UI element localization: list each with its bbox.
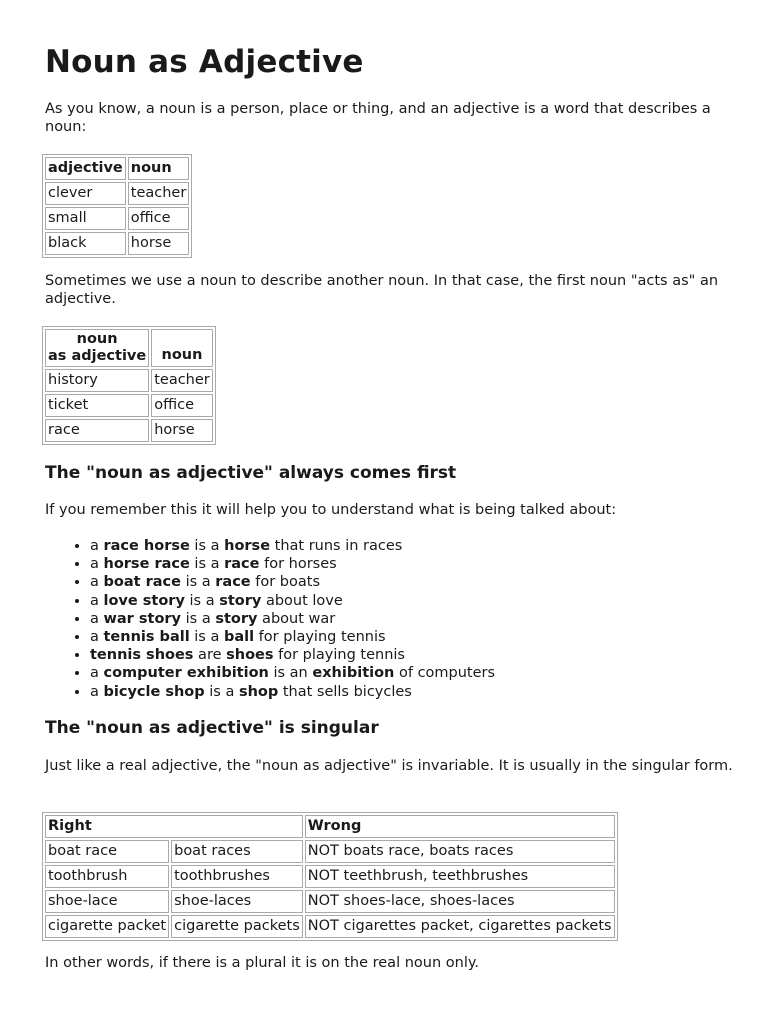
table-header-wrong: Wrong bbox=[305, 815, 615, 838]
table-cell: cigarette packet bbox=[45, 915, 169, 938]
paragraph-acts-as: Sometimes we use a noun to describe another noun. In that case, the first noun "acts as" an adjective. bbox=[45, 273, 719, 307]
table-row bbox=[45, 915, 615, 938]
table-header-row bbox=[45, 329, 213, 367]
section-paragraph: Just like a real adjective, the "noun as adjective" is invariable. It is usually in the singular form. bbox=[45, 758, 733, 774]
table-row bbox=[45, 182, 189, 205]
table-header-right: Right bbox=[45, 815, 303, 838]
list-item: • tennis shoes are shoes for playing tennis bbox=[90, 646, 495, 664]
table-cell: teacher bbox=[128, 182, 190, 205]
table-cell: shoe-laces bbox=[171, 890, 303, 913]
table-row bbox=[45, 394, 213, 417]
table-cell: NOT cigarettes packet, cigarettes packets bbox=[305, 915, 615, 938]
table-row bbox=[45, 369, 213, 392]
table-cell: history bbox=[45, 369, 149, 392]
table-cell: NOT boats race, boats races bbox=[305, 840, 615, 863]
table-cell: clever bbox=[45, 182, 126, 205]
table-cell: black bbox=[45, 232, 126, 255]
table-cell: toothbrush bbox=[45, 865, 169, 888]
section-paragraph: If you remember this it will help you to understand what is being talked about: bbox=[45, 502, 617, 518]
table-header: noun bbox=[151, 329, 213, 367]
table-row bbox=[45, 865, 615, 888]
table-row bbox=[45, 232, 189, 255]
table-row bbox=[45, 840, 615, 863]
table-cell: shoe-lace bbox=[45, 890, 169, 913]
table-cell: teacher bbox=[151, 369, 213, 392]
table-header: noun bbox=[128, 157, 190, 180]
table-row bbox=[45, 890, 615, 913]
table-header: adjective bbox=[45, 157, 126, 180]
closing-paragraph: In other words, if there is a plural it is on the real noun only. bbox=[45, 955, 479, 971]
table-row bbox=[45, 419, 213, 442]
right-wrong-table bbox=[42, 812, 618, 941]
list-item: • a war story is a story about war bbox=[90, 610, 495, 628]
page-title: Noun as Adjective bbox=[45, 44, 364, 80]
table-cell: NOT shoes-lace, shoes-laces bbox=[305, 890, 615, 913]
list-item: • a tennis ball is a ball for playing tennis bbox=[90, 628, 495, 646]
table-header bbox=[45, 329, 149, 367]
table-cell: office bbox=[151, 394, 213, 417]
section-heading-singular: The "noun as adjective" is singular bbox=[45, 718, 379, 738]
header-line: noun bbox=[76, 331, 118, 347]
list-item: • a bicycle shop is a shop that sells bicycles bbox=[90, 683, 495, 701]
list-item: • a boat race is a race for boats bbox=[90, 573, 495, 591]
table-cell: toothbrushes bbox=[171, 865, 303, 888]
table-cell: cigarette packets bbox=[171, 915, 303, 938]
table-cell: boat races bbox=[171, 840, 303, 863]
section-heading-comes-first: The "noun as adjective" always comes first bbox=[45, 463, 457, 483]
example-list bbox=[45, 537, 495, 701]
adjective-noun-table bbox=[42, 154, 192, 258]
table-cell: race bbox=[45, 419, 149, 442]
table-cell: horse bbox=[128, 232, 190, 255]
table-cell: boat race bbox=[45, 840, 169, 863]
list-item: • a horse race is a race for horses bbox=[90, 555, 495, 573]
table-cell: small bbox=[45, 207, 126, 230]
table-row bbox=[45, 207, 189, 230]
list-item: • a race horse is a horse that runs in races bbox=[90, 537, 495, 555]
table-cell: ticket bbox=[45, 394, 149, 417]
table-cell: NOT teethbrush, teethbrushes bbox=[305, 865, 615, 888]
table-cell: office bbox=[128, 207, 190, 230]
intro-paragraph: As you know, a noun is a person, place or thing, and an adjective is a word that describes a noun: bbox=[45, 101, 711, 135]
noun-as-adjective-table bbox=[42, 326, 216, 445]
header-line: as adjective bbox=[48, 348, 147, 364]
list-item: • a love story is a story about love bbox=[90, 592, 495, 610]
table-header-row bbox=[45, 157, 189, 180]
list-item: • a computer exhibition is an exhibition of computers bbox=[90, 664, 495, 682]
table-header-row bbox=[45, 815, 615, 838]
table-cell: horse bbox=[151, 419, 213, 442]
